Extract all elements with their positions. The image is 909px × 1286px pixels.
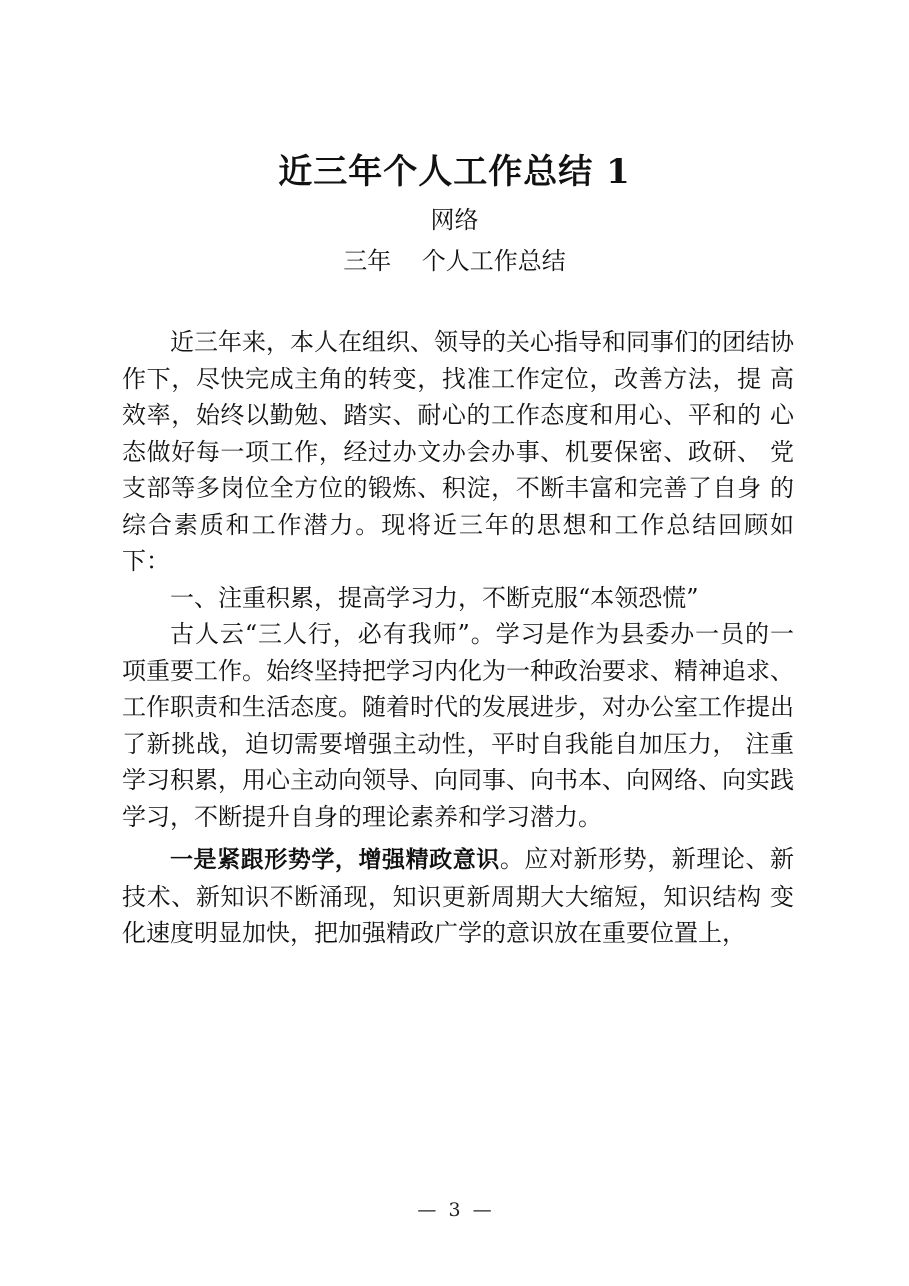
- paragraph-learning: 古人云“三人行，必有我师”。学习是作为县委办一员的一项重要工作。始终坚持把学习内化为一种政治要求、精神追求、工作职责和生活态度。随着时代的发展进步，对办公室工作提出了新挑战，迫切需要增强主动性，平时自我能自加压力， 注重学习积累，用心主动向领导、向同事、向书本、向网络、向实践学习，不断提升自身的理论素养和学习潜力。: [122, 620, 794, 831]
- document-subtitle: 三年 个人工作总结: [343, 247, 566, 275]
- first-point-text: 。应对新形势，新理论、新技术、新知识不断涌现，知识更新周期大大缩短，知识结构 变化速度明显加快，把加强精政广学的意识放在重要位置上，: [122, 845, 795, 947]
- section-heading: 一、注重积累，提高学习力，不断克服“本领恐慌”: [170, 583, 699, 612]
- paragraph-first-point: [122, 841, 794, 952]
- paragraph-intro: 近三年来，本人在组织、领导的关心指导和同事们的团结协作下，尽快完成主角的转变，找准工作定位，改善方法，提 高效率，始终以勤勉、踏实、耐心的工作态度和用心、平和的 心态做好每一项工作，经过办文办会办事、机要保密、政研、 党支部等多岗位全方位的锻炼、积淀，不断丰富和完善了自身 的综合素质和工作潜力。现将近三年的思想和工作总结回顾如 下：: [122, 328, 794, 575]
- page-number: — 3 —: [417, 1199, 492, 1221]
- document-title: 近三年个人工作总结 1: [278, 152, 631, 192]
- document-author: 网络: [430, 206, 479, 234]
- first-point-lead: 一是紧跟形势学，增强精政意识: [170, 847, 500, 873]
- document-body: [122, 324, 794, 952]
